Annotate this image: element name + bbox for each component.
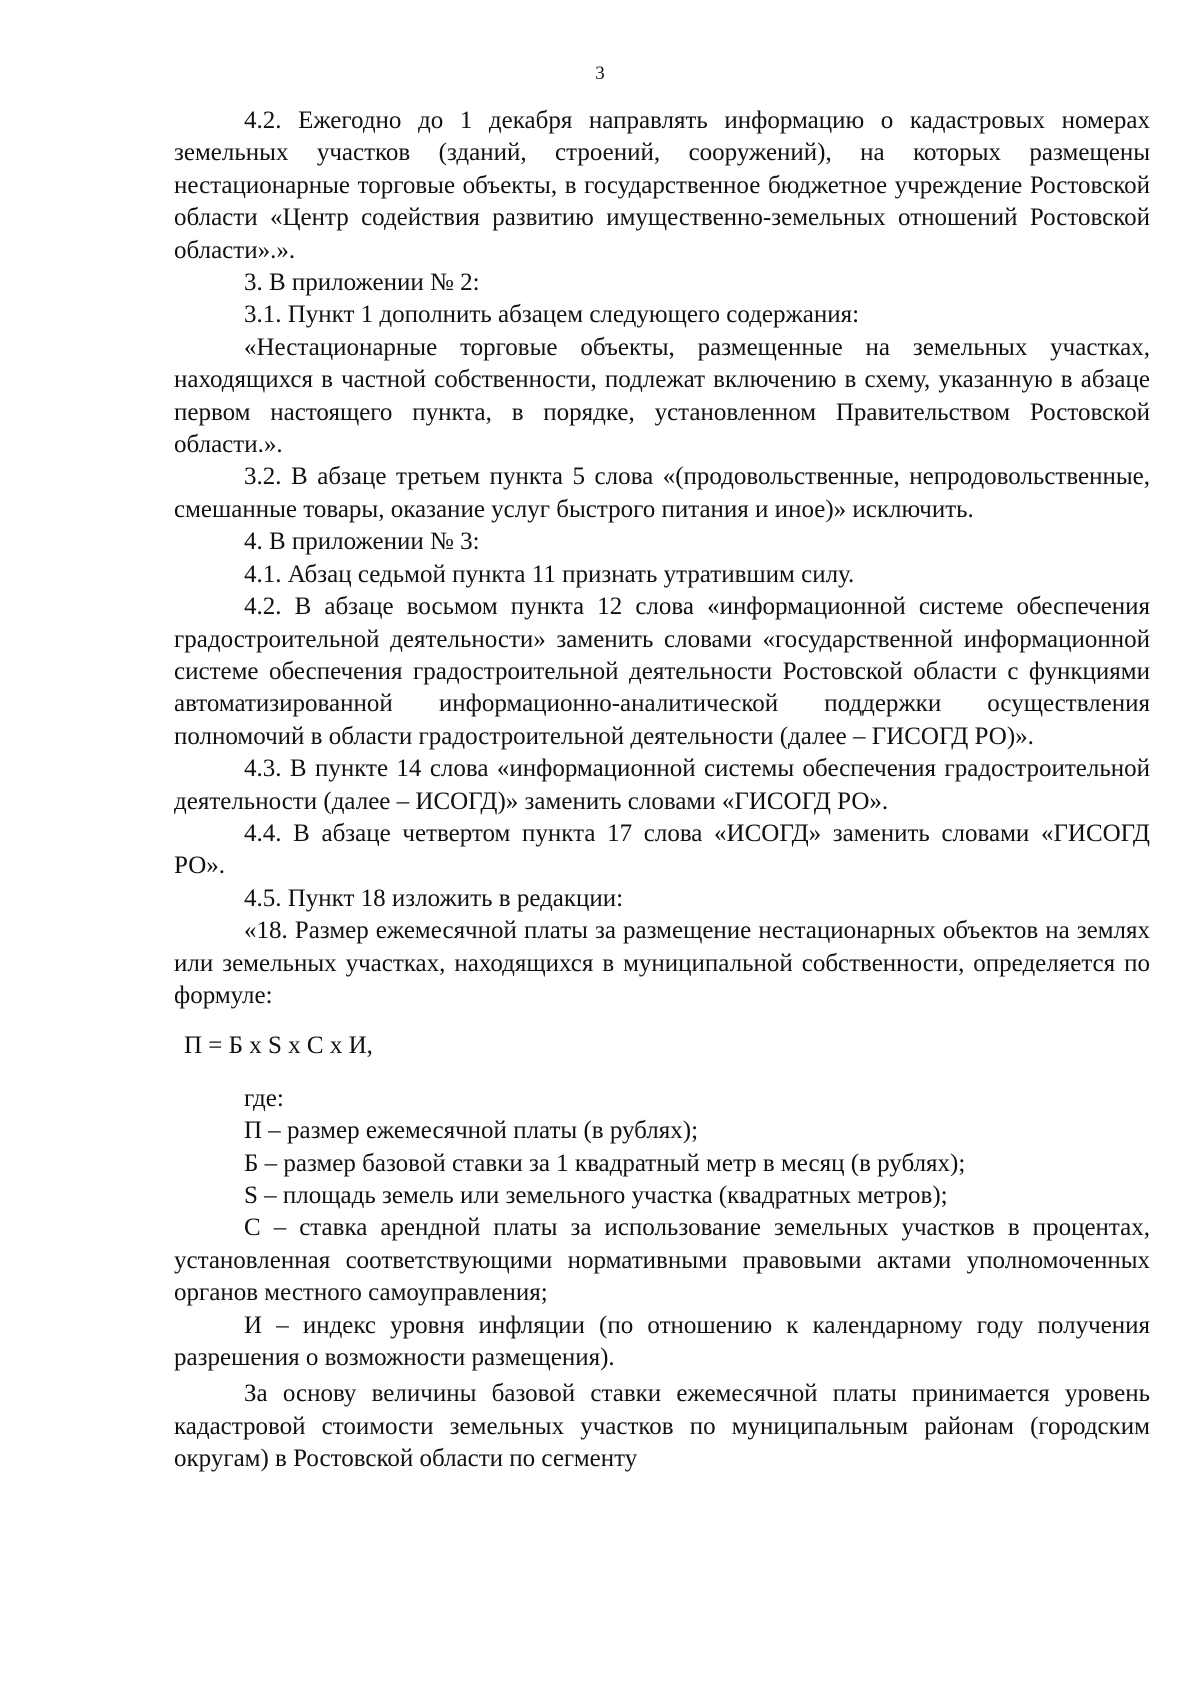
definition-b: Б – размер базовой ставки за 1 квадратный метр в месяц (в рублях);	[244, 1149, 966, 1177]
definition-s: S – площадь земель или земельного участка (квадратных метров);	[244, 1182, 948, 1209]
paragraph-3-2: 3.2. В абзаце третьем пункта 5 слова «(продовольственные, непродовольственные, смешанные товары, оказание услуг быстрого питания и иное)» исключить.	[174, 463, 1150, 523]
paragraph-4-2-gisogd: 4.2. В абзаце восьмом пункта 12 слова «информационной системе обеспечения градостроительной деятельности» заменить словами «государственной информационной системе обеспечения градостроительной деятельности Ростовской области с функциями автоматизированной информационно-аналитической поддержки осуществления полномочий в области градостроительной деятельности (далее – ГИСОГД РО)».	[174, 593, 1150, 750]
payment-formula: П = Б х S х С х И,	[184, 1032, 373, 1060]
paragraph-3-1-quote: «Нестационарные торговые объекты, размещенные на земельных участках, находящихся в частной собственности, подлежат включению в схему, указанную в абзаце первом настоящего пункта, в порядке, установленном Правительством Ростовской области.».	[174, 333, 1150, 459]
paragraph-section-4: 4. В приложении № 3:	[244, 528, 480, 556]
paragraph-4-3: 4.3. В пункте 14 слова «информационной системы обеспечения градостроительной деятельности (далее – ИСОГД)» заменить словами «ГИСОГД РО».	[174, 755, 1150, 815]
paragraph-base-rate: За основу величины базовой ставки ежемесячной платы принимается уровень кадастровой стоимости земельных участков по муниципальным районам (городским округам) в Ростовской области по сегменту	[174, 1380, 1150, 1473]
document-body	[174, 105, 1150, 1476]
paragraph-section-3: 3. В приложении № 2:	[244, 269, 480, 297]
definition-i: И – индекс уровня инфляции (по отношению к календарному году получения разрешения о возможности размещения).	[174, 1311, 1150, 1372]
definition-where: где:	[244, 1084, 284, 1112]
paragraph-4-1: 4.1. Абзац седьмой пункта 11 признать утратившим силу.	[244, 560, 855, 588]
paragraph-18-intro: «18. Размер ежемесячной платы за размещение нестационарных объектов на землях или земельных участках, находящихся в муниципальной собственности, определяется по формуле:	[174, 917, 1150, 1009]
paragraph-4-5: 4.5. Пункт 18 изложить в редакции:	[244, 884, 624, 912]
page-number: 3	[595, 63, 605, 84]
paragraph-4-2-cadastral: 4.2. Ежегодно до 1 декабря направлять информацию о кадастровых номерах земельных участков (зданий, строений, сооружений), на которых размещены нестационарные торговые объекты, в государственное бюджетное учреждение Ростовской области «Центр содействия развитию имущественно-земельных отношений Ростовской области».».	[174, 107, 1150, 264]
paragraph-4-4: 4.4. В абзаце четвертом пункта 17 слова «ИСОГД» заменить словами «ГИСОГД РО».	[174, 819, 1150, 880]
paragraph-3-1: 3.1. Пункт 1 дополнить абзацем следующего содержания:	[244, 301, 860, 329]
definition-c: С – ставка арендной платы за использование земельных участков в процентах, установленная соответствующими нормативными правовыми актами уполномоченных органов местного самоуправления;	[174, 1214, 1150, 1307]
definition-p: П – размер ежемесячной платы (в рублях);	[244, 1117, 699, 1145]
